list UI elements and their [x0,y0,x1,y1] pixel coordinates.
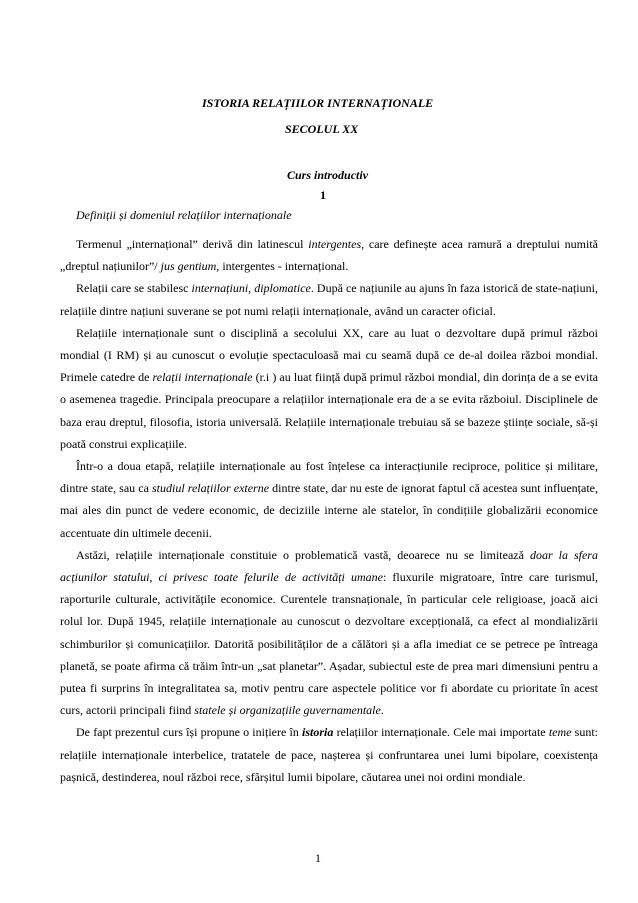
text-segment: relațiilor internaționale. Cele mai importate [333,725,549,740]
section-heading: Definiții și domeniul relațiilor internaționale [76,208,292,222]
text-segment: (r.i ) au luat ființă după primul război mondial, din dorința de a se evita o asemenea tragedie. Principala preocupare a relațiilor internaționale era de a se evita războiul. Disciplinele de baza erau dreptul, filosofia, istoria universală. Relațiile internaționale trebuiau să se bazeze științe sociale, să-și poată construi explicațiile. [60,370,598,451]
document-title: ISTORIA RELAȚIILOR INTERNAȚIONALE [202,96,434,110]
paragraph [60,544,598,722]
text-segment: Relațiile internaționale sunt o disciplină a secolului XX, care au luat o dezvoltare după primul război mondial (I RM) și au cunoscut o evoluție spectaculoasă mai cu seamă după ce de-al doilea război mondial. Primele catedre de [60,325,598,385]
text-segment: doar la sfera acțiunilor statului, ci privesc toate felurile de activități umane [60,547,598,585]
text-segment: istoria [302,725,334,740]
text-segment: teme [548,725,572,740]
paragraph [60,455,598,544]
text-segment: statele și organizațiile guvernamentale [194,703,381,718]
text-segment: Astăzi, relațiile internaționale constituie o problematică vastă, deoarece nu se limitează [76,547,530,562]
text-segment: De fapt prezentul curs își propune o inițiere în [76,725,303,740]
text-segment: , care definește acea ramură a dreptului numită „dreptul națiunilor”/ [60,237,598,274]
text-segment: intergentes [308,237,362,251]
text-segment: jus gentium, [160,259,220,274]
text-segment: : fluxurile migratoare, între care turismul, raporturile culturale, activitățile economice. Curentele transnaționale, în particular cele religioase, joacă aici rolul lor. După 1945, relațiile internaționale au cunoscut o dezvoltare excepțională, ca efect al mondializării schimburilor și comunicațiilor. Datorită posibilităților de a călători și a afla imediat ce se petrece pe întreaga planetă, se poate afirma că trăim într-un „sat planetar”. Așadar, subiectul este de prea mari dimensiuni pentru a putea fi surprins în integralitatea sa, motiv pentru care aspectele politice vor fi abordate cu prioritate în acest curs, actorii principali fiind [60,570,599,718]
paragraph [60,233,598,277]
body-text [60,233,598,788]
paragraph [60,721,598,788]
text-segment: intergentes - internațional. [219,259,349,274]
text-segment: relații internaționale [152,370,253,385]
paragraph [60,322,598,455]
document-subtitle: SECOLUL XX [285,122,359,136]
page-number: 1 [315,851,321,865]
text-segment: . [380,703,384,718]
paragraph [60,277,598,321]
text-segment: sunt: relațiile internaționale interbelice, tratatele de pace, nașterea și confruntarea unei lumi bipolare, coexistența pașnică, destinderea, noul război rece, sfârșitul lumii bipolare, căutarea unei noi ordini mondiale. [60,725,599,784]
text-segment: dintre state, dar nu este de ignorat faptul că acestea sunt influențate, mai ales din punct de vedere economic, de deciziile interne ale statelor, în condițiile globalizării economice accentuate din ultimele decenii. [60,481,599,540]
text-segment: studiul relațiilor externe [152,481,270,496]
text-segment: Într-o a doua etapă, relațiile internaționale au fost înțelese ca interacțiunile reciproce, politice și militare, dintre state, sau ca [60,459,598,496]
course-number: 1 [320,188,326,202]
text-segment: Termenul „internațional” derivă din latinescul [76,237,309,251]
course-label: Curs introductiv [287,168,369,182]
text-segment: . După ce națiunile au ajuns în faza istorică de state-națiuni, relațiile dintre națiuni suverane se pot numi relații internaționale, având un caracter oficial. [60,281,598,318]
text-segment: internațiuni, diplomatice [191,281,311,296]
text-segment: Relații care se stabilesc [76,281,192,296]
